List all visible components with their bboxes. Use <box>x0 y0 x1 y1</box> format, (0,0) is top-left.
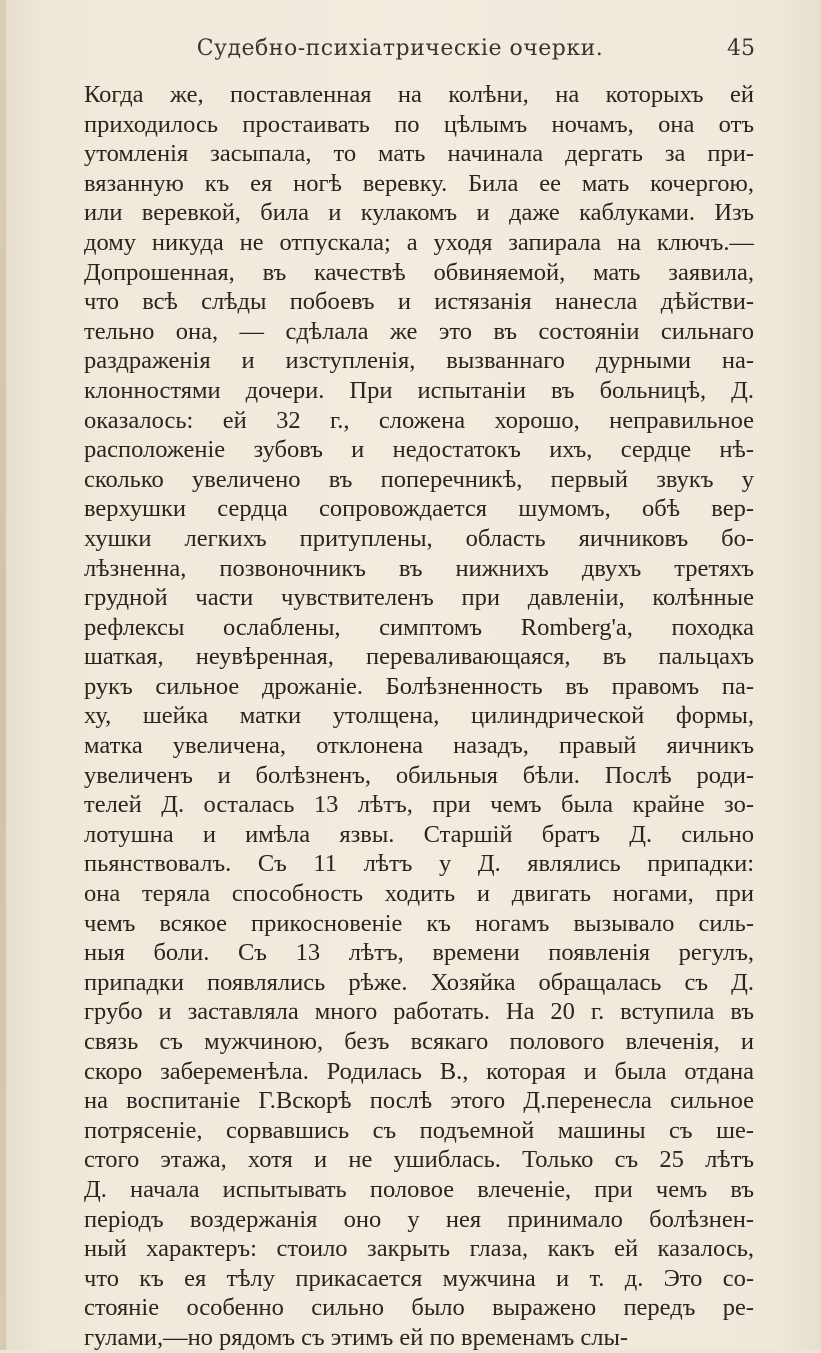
text-line: грубо и заставляла много работать. На 20 г. вступила въ <box>84 998 754 1026</box>
text-line: ху, шейка матки утолщена, цилиндрической формы, <box>84 702 754 730</box>
text-line: оказалось: ей 32 г., сложена хорошо, неправильное <box>84 406 754 434</box>
text-line: сколько увеличено въ поперечникѣ, первый звукъ у <box>84 465 754 493</box>
text-line: матка увеличена, отклонена назадъ, правый яичникъ <box>84 732 754 760</box>
text-line: утомленія засыпала, то мать начинала дергать за при- <box>84 140 754 168</box>
text-line: гулами,—но рядомъ съ этимъ ей по временамъ слы- <box>84 1323 629 1351</box>
text-line: или веревкой, била и кулакомъ и даже каблуками. Изъ <box>84 199 754 227</box>
text-line: ныя боли. Съ 13 лѣтъ, времени появленія регулъ, <box>84 939 754 967</box>
text-line: телей Д. осталась 13 лѣтъ, при чемъ была крайне зо- <box>84 791 754 819</box>
text-line: стого этажа, хотя и не ушиблась. Только съ 25 лѣтъ <box>84 1146 754 1174</box>
text-line: ный характеръ: стоило закрыть глаза, какъ ей казалось, <box>84 1235 754 1263</box>
text-line: верхушки сердца сопровождается шумомъ, обѣ вер- <box>84 495 754 523</box>
body-text <box>84 80 754 1353</box>
page-number: 45 <box>727 36 755 61</box>
text-line: Д. начала испытывать половое влеченіе, при чемъ въ <box>84 1175 754 1203</box>
text-line: лотушна и имѣла язвы. Старшій братъ Д. сильно <box>84 820 754 848</box>
text-line: увеличенъ и болѣзненъ, обильныя бѣли. Послѣ роди- <box>84 761 754 789</box>
text-line: хушки легкихъ притуплены, область яичниковъ бо- <box>84 524 754 552</box>
text-line: связь съ мужчиною, безъ всякаго полового влеченія, и <box>84 1028 754 1055</box>
text-line: стояніе особенно сильно было выражено передъ ре- <box>84 1294 754 1322</box>
text-line: клонностями дочери. При испытаніи въ больницѣ, Д. <box>84 376 754 404</box>
text-line: дому никуда не отпускала; а уходя запирала на ключъ.— <box>84 228 754 256</box>
page-header <box>0 36 821 70</box>
text-line: припадки появлялись рѣже. Хозяйка обращалась съ Д. <box>84 968 754 996</box>
text-line: что къ ея тѣлу прикасается мужчина и т. д. Это со- <box>84 1264 754 1292</box>
text-line: приходилось простаивать по цѣлымъ ночамъ, она отъ <box>84 110 754 138</box>
text-line: скоро забеременѣла. Родилась В., которая и была отдана <box>84 1057 754 1085</box>
page-edge <box>0 0 6 1350</box>
text-line: расположеніе зубовъ и недостатокъ ихъ, сердце нѣ- <box>84 436 754 464</box>
text-line: Допрошенная, въ качествѣ обвиняемой, мать заявила, <box>84 258 754 286</box>
text-line: раздраженія и изступленія, вызваннаго дурными на- <box>84 347 754 375</box>
text-line: потрясеніе, сорвавшись съ подъемной машины съ ше- <box>84 1116 754 1144</box>
running-title: Судебно-психіатрическіе очерки. <box>196 36 604 61</box>
text-line: что всѣ слѣды побоевъ и истязанія нанесла дѣйстви- <box>84 288 754 316</box>
text-line: вязанную къ ея ногѣ веревку. Била ее мать кочергою, <box>84 169 754 197</box>
text-line: пьянствовалъ. Съ 11 лѣтъ у Д. являлись припадки: <box>84 850 754 878</box>
text-line: періодъ воздержанія оно у нея принимало болѣзнен- <box>84 1205 754 1233</box>
text-line: тельно она, — сдѣлала же это въ состояніи сильнаго <box>84 317 754 345</box>
text-line: рукъ сильное дрожаніе. Болѣзненность въ правомъ па- <box>84 672 754 700</box>
text-line: лѣзненна, позвоночникъ въ нижнихъ двухъ третяхъ <box>84 554 754 582</box>
text-line: рефлексы ослаблены, симптомъ Romberg'а, походка <box>84 613 754 641</box>
text-line: она теряла способность ходить и двигать ногами, при <box>84 880 754 908</box>
text-line: Когда же, поставленная на колѣни, на которыхъ ей <box>84 81 754 108</box>
text-line: чемъ всякое прикосновеніе къ ногамъ вызывало силь- <box>84 909 754 937</box>
text-line: грудной части чувствителенъ при давленіи, колѣнные <box>84 584 754 612</box>
text-line: шаткая, неувѣренная, переваливающаяся, въ пальцахъ <box>84 643 754 671</box>
text-line: на воспитаніе Г.Вскорѣ послѣ этого Д.перенесла сильное <box>84 1087 754 1115</box>
